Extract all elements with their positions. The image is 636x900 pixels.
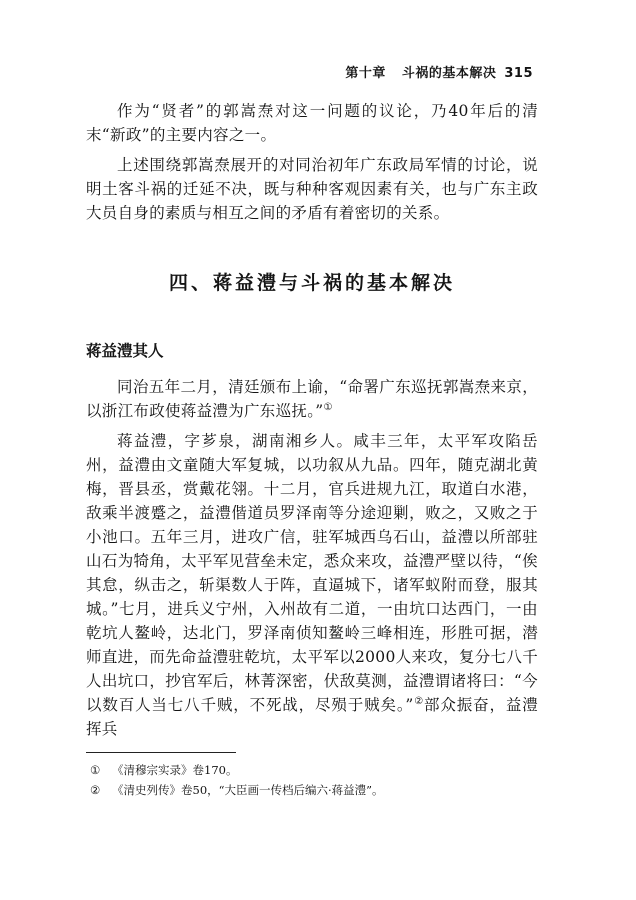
footnote-mark: ① xyxy=(90,763,101,777)
body-paragraph xyxy=(86,375,538,423)
main-text-block xyxy=(86,375,538,741)
intro-text-block xyxy=(86,99,538,225)
body-paragraph xyxy=(86,429,538,741)
subsection-heading: 蒋益澧其人 xyxy=(86,342,164,360)
footnote-mark: ② xyxy=(90,783,101,797)
paragraph-text-tail: 部众振奋，益澧挥兵 xyxy=(86,696,538,738)
paragraph-text: 蒋益澧，字芗泉，湖南湘乡人。咸丰三年，太平军攻陷岳州，益澧由文童随大军复城，以功叙从九品。四年，随克湖北黄梅，晋县丞，赏戴花翎。十二月，官兵进规九江，取道白水港，敌乘半渡蹙之，益澧偕道员罗泽南等分途迎剿，败之，又败之于小池口。五年三月，进攻广信，驻军城西乌石山，益澧以所部驻山石为犄角，太平军见营垒未定，悉众来攻，益澧严壁以待，“俟其怠，纵击之，斩渠数人于阵，直逼城下，诸军蚁附而登，服其城。”七月，进兵义宁州，入州故有二道，一由坑口达西门，一由乾坑人鳌岭，达北门，罗泽南侦知鳌岭三峰相连，形胜可据，潜师直进，而先命益澧驻乾坑，太平军以2000人来攻，复分七八千人出坑口，抄官军后，林菁深密，伏敌莫测，益澧谓诸将曰：“今以数百人当七八千贼，不死战，尽殒于贼矣。” xyxy=(86,432,538,714)
footnotes xyxy=(90,760,538,800)
footnote-reference-1[interactable]: ① xyxy=(323,401,333,413)
intro-paragraph: 作为“贤者”的郭嵩焘对这一问题的议论，乃40年后的清末“新政”的主要内容之一。 xyxy=(86,102,538,144)
footnote-item xyxy=(90,780,538,800)
footnote-text: 《清史列传》卷50，“大臣画一传档后编六·蒋益澧”。 xyxy=(112,783,384,797)
header-chapter-title: 斗祸的基本解决 xyxy=(401,66,497,81)
paragraph-text: 同治五年二月，清廷颁布上谕，“命署广东巡抚郭嵩焘来京，以浙江布政使蒋益澧为广东巡抚。” xyxy=(86,378,538,420)
footnote-divider xyxy=(86,752,236,753)
footnote-reference-2[interactable]: ② xyxy=(413,695,425,707)
footnote-text: 《清穆宗实录》卷170。 xyxy=(112,763,238,777)
intro-paragraph: 上述围绕郭嵩焘展开的对同治初年广东政局军情的讨论，说明土客斗祸的迁延不决，既与种种客观因素有关，也与广东主政大员自身的素质与相互之间的矛盾有着密切的关系。 xyxy=(86,156,538,222)
page-number: 315 xyxy=(504,66,533,81)
header-chapter: 第十章 xyxy=(345,66,386,81)
running-header xyxy=(345,62,533,81)
section-title: 四、蒋益澧与斗祸的基本解决 xyxy=(168,272,455,294)
footnote-item xyxy=(90,760,538,780)
